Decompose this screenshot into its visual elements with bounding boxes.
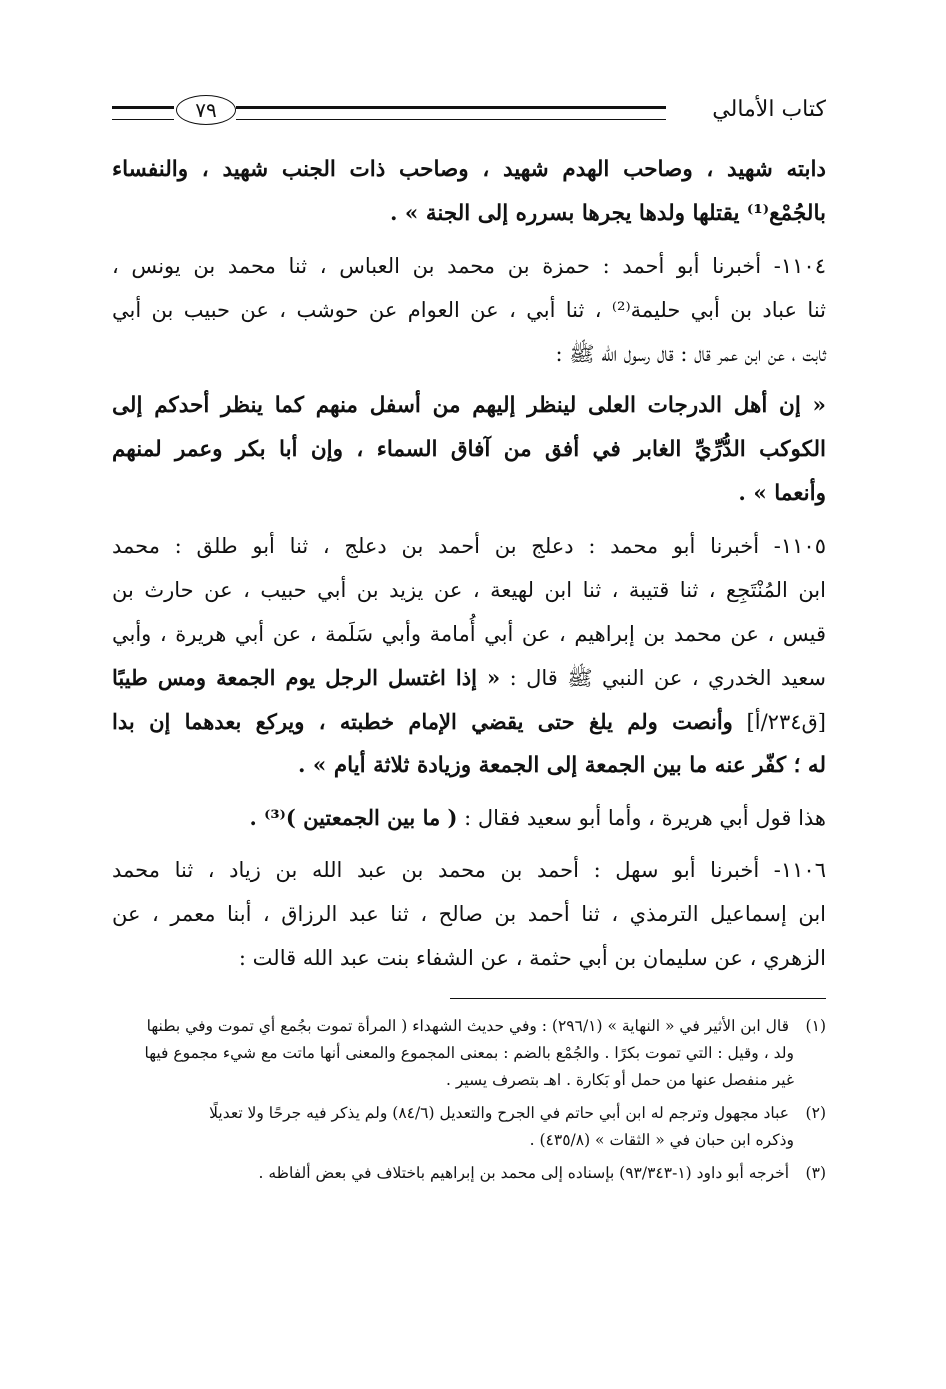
page-header <box>112 92 826 140</box>
text-line <box>112 612 826 656</box>
text-line-content: قيس ، عن محمد بن إبراهيم ، عن أبي أُمامة وأبي سَلَمة ، عن أبي هريرة ، وأبي <box>112 622 826 646</box>
book-title: كتاب الأمالي <box>712 97 826 122</box>
footnotes <box>112 1013 826 1187</box>
body-text <box>112 148 826 980</box>
footnote-number: (٣) <box>805 1164 826 1182</box>
text-line-content: ثابت ، عن ابن عمر قال : قال رسول الله ﷺ : <box>555 342 826 366</box>
text-line-content: ١١٠٦- أخبرنا أبو سهل : أحمد بن محمد بن عبد الله بن زياد ، ثنا محمد <box>112 858 826 882</box>
hadith-text: وأنصت ولم يلغ حتى يقضي الإمام خطبته ، ويركع بعدهما إن بدا <box>112 709 733 734</box>
text-line <box>112 568 826 612</box>
footnote-line <box>112 1040 826 1067</box>
text-line <box>112 288 826 332</box>
footnote-text: عباد مجهول وترجم له ابن أبي حاتم في الجرح والتعديل (٨٤/٦) ولم يذكر فيه جرحًا ولا تعديلًا <box>209 1104 790 1122</box>
text-line-content: ١١٠٤- أخبرنا أبو أحمد : حمزة بن محمد بن العباس ، ثنا محمد بن يونس ، <box>112 254 826 278</box>
text-line-content: ١١٠٥- أخبرنا أبو محمد : دعلج بن أحمد بن دعلج ، ثنا أبو طلق : محمد <box>112 534 826 558</box>
text-line <box>112 656 826 700</box>
text-line-content: [ق٢٣٤/أ] <box>732 710 827 734</box>
text-line <box>112 936 826 980</box>
footnote-line <box>112 1013 826 1040</box>
footnote-text: وذكره ابن حبان في « الثقات » (٤٣٥/٨) . <box>529 1131 794 1149</box>
hadith-text: ( ما بين الجمعتين )⁽³⁾ . <box>249 805 458 830</box>
footnote-text: أخرجه أبو داود (١-٩٣/٣٤٣) بإسناده إلى محمد بن إبراهيم باختلاف في بعض ألفاظه . <box>258 1164 790 1182</box>
text-line-content: ثنا عباد بن أبي حليمة⁽²⁾ ، ثنا أبي ، عن العوام عن حوشب ، عن حبيب بن أبي <box>112 298 826 322</box>
footnote-text: ولد ، وقيل : التي تموت بكرًا . والجُمْع بالضم : بمعنى المجموع والمعنى أنها ماتت مع شيء مجموع فيها <box>144 1044 794 1062</box>
text-line-content: « إن أهل الدرجات العلى لينظر إليهم من أسفل منهم كما ينظر أحدكم إلى <box>112 393 826 418</box>
text-line <box>112 472 826 516</box>
footnote-text: غير منفصل عنها من حمل أو بَكارة . اهـ بتصرف يسير . <box>445 1071 794 1089</box>
footnote-line <box>112 1160 826 1187</box>
footnote-number: (١) <box>805 1017 826 1035</box>
text-line-content: ابن إسماعيل الترمذي ، ثنا أحمد بن صالح ، ثنا عبد الرزاق ، أبنا معمر ، عن <box>112 902 826 926</box>
page-number: ٧٩ <box>176 95 236 125</box>
text-line-content: سعيد الخدري ، عن النبي ﷺ قال : <box>500 666 826 690</box>
footnote-text: قال ابن الأثير في « النهاية » (٢٩٦/١) : وفي حديث الشهداء ( المرأة تموت بجُمع أي تموت وفي بطنها <box>146 1017 790 1035</box>
text-line <box>112 524 826 568</box>
footnote-line <box>112 1100 826 1127</box>
text-line-content: وأنعما » . <box>738 481 826 506</box>
text-line-content: هذا قول أبي هريرة ، وأما أبو سعيد فقال : <box>457 806 826 830</box>
book-page <box>112 92 826 1292</box>
text-line <box>112 892 826 936</box>
footnote-line <box>112 1127 826 1154</box>
text-line-content: دابته شهيد ، وصاحب الهدم شهيد ، وصاحب ذات الجنب شهيد ، والنفساء <box>112 157 826 182</box>
text-line <box>112 192 826 236</box>
header-rule-left <box>112 106 174 120</box>
text-line-content: بالجُمْع⁽¹⁾ يقتلها ولدها يجرها بسرره إلى الجنة » . <box>389 201 826 226</box>
hadith-text: « إذا اغتسل الرجل يوم الجمعة ومس طيبًا <box>112 665 501 690</box>
text-line <box>112 744 826 788</box>
text-line <box>112 848 826 892</box>
footnote-number: (٢) <box>805 1104 826 1122</box>
text-line <box>112 332 826 376</box>
text-line <box>112 148 826 192</box>
text-line <box>112 796 826 840</box>
header-rule-right <box>236 106 666 120</box>
text-line-content: له ؛ كفّر عنه ما بين الجمعة إلى الجمعة وزيادة ثلاثة أيام » . <box>297 753 826 778</box>
text-line-content: ابن المُنْتَجِع ، ثنا قتيبة ، ثنا ابن لهيعة ، عن يزيد بن أبي حبيب ، عن حارث بن <box>112 578 826 602</box>
text-line-content: الكوكب الدُّرِّيِّ الغابر في أفق من آفاق السماء ، وإن أبا بكر وعمر لمنهم <box>112 437 826 462</box>
text-line <box>112 700 826 744</box>
footnote-line <box>112 1067 826 1094</box>
text-line-content: الزهري ، عن سليمان بن أبي حثمة ، عن الشفاء بنت عبد الله قالت : <box>238 946 826 970</box>
text-line <box>112 384 826 428</box>
text-line <box>112 244 826 288</box>
footnote-separator <box>450 998 826 999</box>
text-line <box>112 428 826 472</box>
